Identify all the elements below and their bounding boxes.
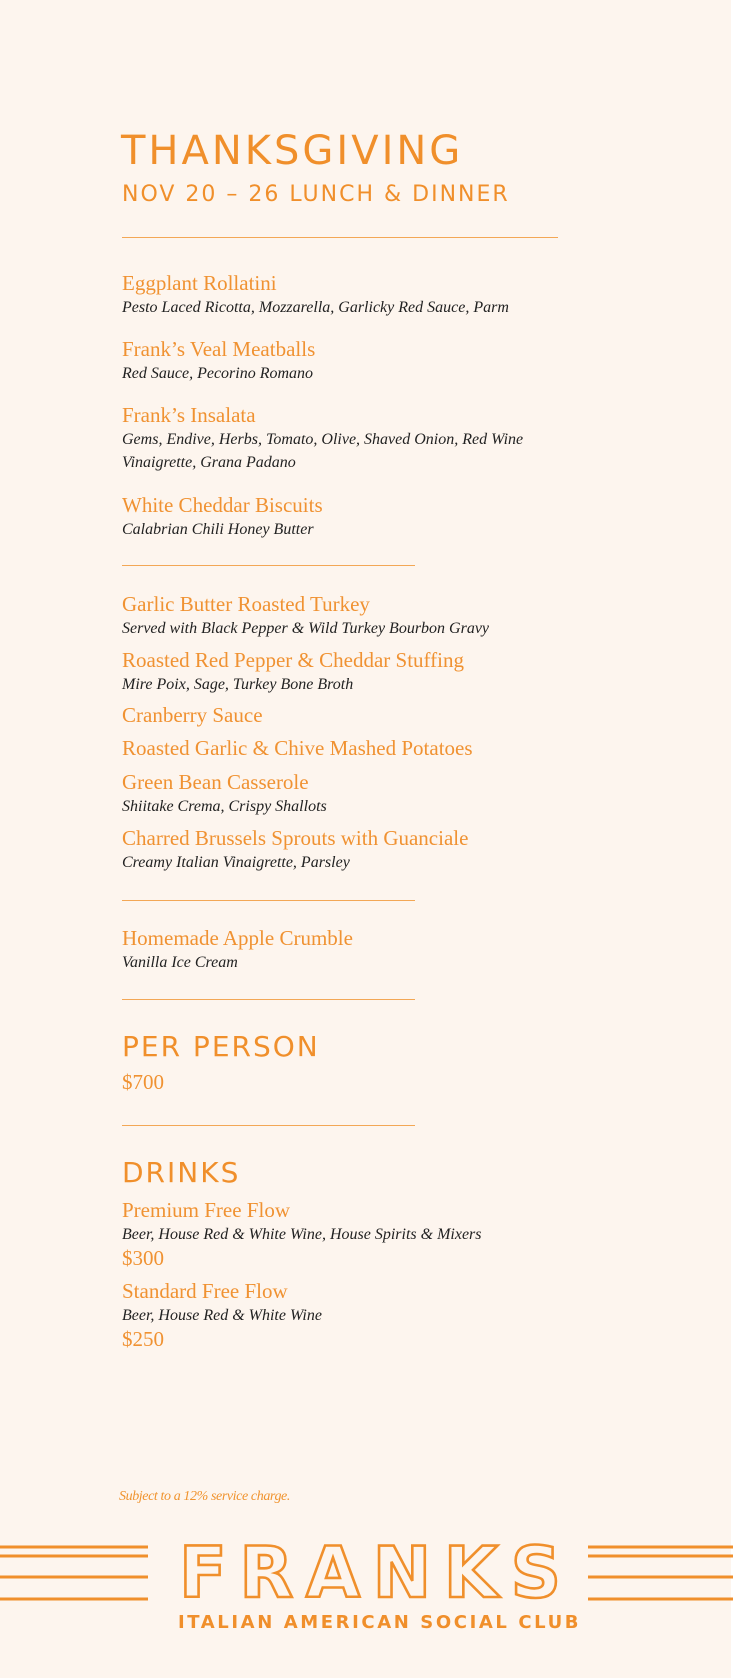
franks-logo (0, 1535, 733, 1605)
item-name: Frank’s Insalata (122, 403, 256, 427)
drink-item (122, 1198, 482, 1271)
item-description: Creamy Italian Vinaigrette, Parsley (122, 854, 350, 871)
per-person-heading: PER PERSON (122, 1030, 320, 1063)
item-name: Roasted Garlic & Chive Mashed Potatoes (122, 736, 473, 760)
item-name: Garlic Butter Roasted Turkey (122, 592, 370, 616)
drink-item (122, 1279, 322, 1352)
logo-wordmark: FRANKS (179, 1535, 561, 1605)
logo-stripes-left (0, 1547, 148, 1599)
menu-item (122, 592, 489, 640)
drinks-heading: DRINKS (122, 1156, 241, 1189)
item-description: Beer, House Red & White Wine (122, 1307, 322, 1324)
menu-item (122, 770, 327, 818)
item-description: Shiitake Crema, Crispy Shallots (122, 798, 327, 815)
logo-stripes-right (588, 1547, 733, 1599)
menu-item (122, 337, 315, 385)
item-description: Vanilla Ice Cream (122, 954, 238, 971)
menu-item (122, 403, 582, 474)
divider (122, 565, 415, 566)
page-title: THANKSGIVING (121, 128, 464, 174)
divider (122, 999, 415, 1000)
per-person-price: $700 (122, 1070, 164, 1094)
divider (122, 900, 415, 901)
item-name: Standard Free Flow (122, 1279, 288, 1303)
menu-item (122, 703, 263, 728)
item-description: Beer, House Red & White Wine, House Spirits & Mixers (122, 1226, 482, 1243)
item-name: Frank’s Veal Meatballs (122, 337, 316, 361)
divider (122, 1125, 415, 1126)
item-name: White Cheddar Biscuits (122, 493, 323, 517)
item-name: Charred Brussels Sprouts with Guanciale (122, 826, 469, 850)
menu-item (122, 271, 509, 319)
item-name: Roasted Red Pepper & Cheddar Stuffing (122, 648, 464, 672)
item-description: Calabrian Chili Honey Butter (122, 521, 314, 538)
menu-item (122, 926, 353, 974)
item-name: Premium Free Flow (122, 1198, 290, 1222)
page-subtitle: NOV 20 – 26 LUNCH & DINNER (122, 182, 510, 207)
item-name: Green Bean Casserole (122, 770, 309, 794)
menu-item (122, 648, 464, 696)
item-name: Eggplant Rollatini (122, 271, 277, 295)
item-description: Mire Poix, Sage, Turkey Bone Broth (122, 676, 354, 693)
menu-item (122, 826, 468, 874)
menu-item (122, 493, 323, 541)
item-description: Pesto Laced Ricotta, Mozzarella, Garlicky Red Sauce, Parm (122, 299, 509, 316)
item-description: Gems, Endive, Herbs, Tomato, Olive, Shaved Onion, Red Wine Vinaigrette, Grana Padano (122, 431, 524, 471)
item-name: Cranberry Sauce (122, 703, 263, 727)
menu-item (122, 736, 473, 761)
item-price: $300 (122, 1246, 164, 1270)
item-name: Homemade Apple Crumble (122, 926, 353, 950)
logo-tagline: ITALIAN AMERICAN SOCIAL CLUB (178, 1612, 582, 1633)
item-price: $250 (122, 1327, 164, 1351)
item-description: Served with Black Pepper & Wild Turkey Bourbon Gravy (122, 620, 490, 637)
service-charge-note: Subject to a 12% service charge. (119, 1489, 290, 1504)
divider (122, 237, 558, 238)
item-description: Red Sauce, Pecorino Romano (122, 365, 314, 382)
